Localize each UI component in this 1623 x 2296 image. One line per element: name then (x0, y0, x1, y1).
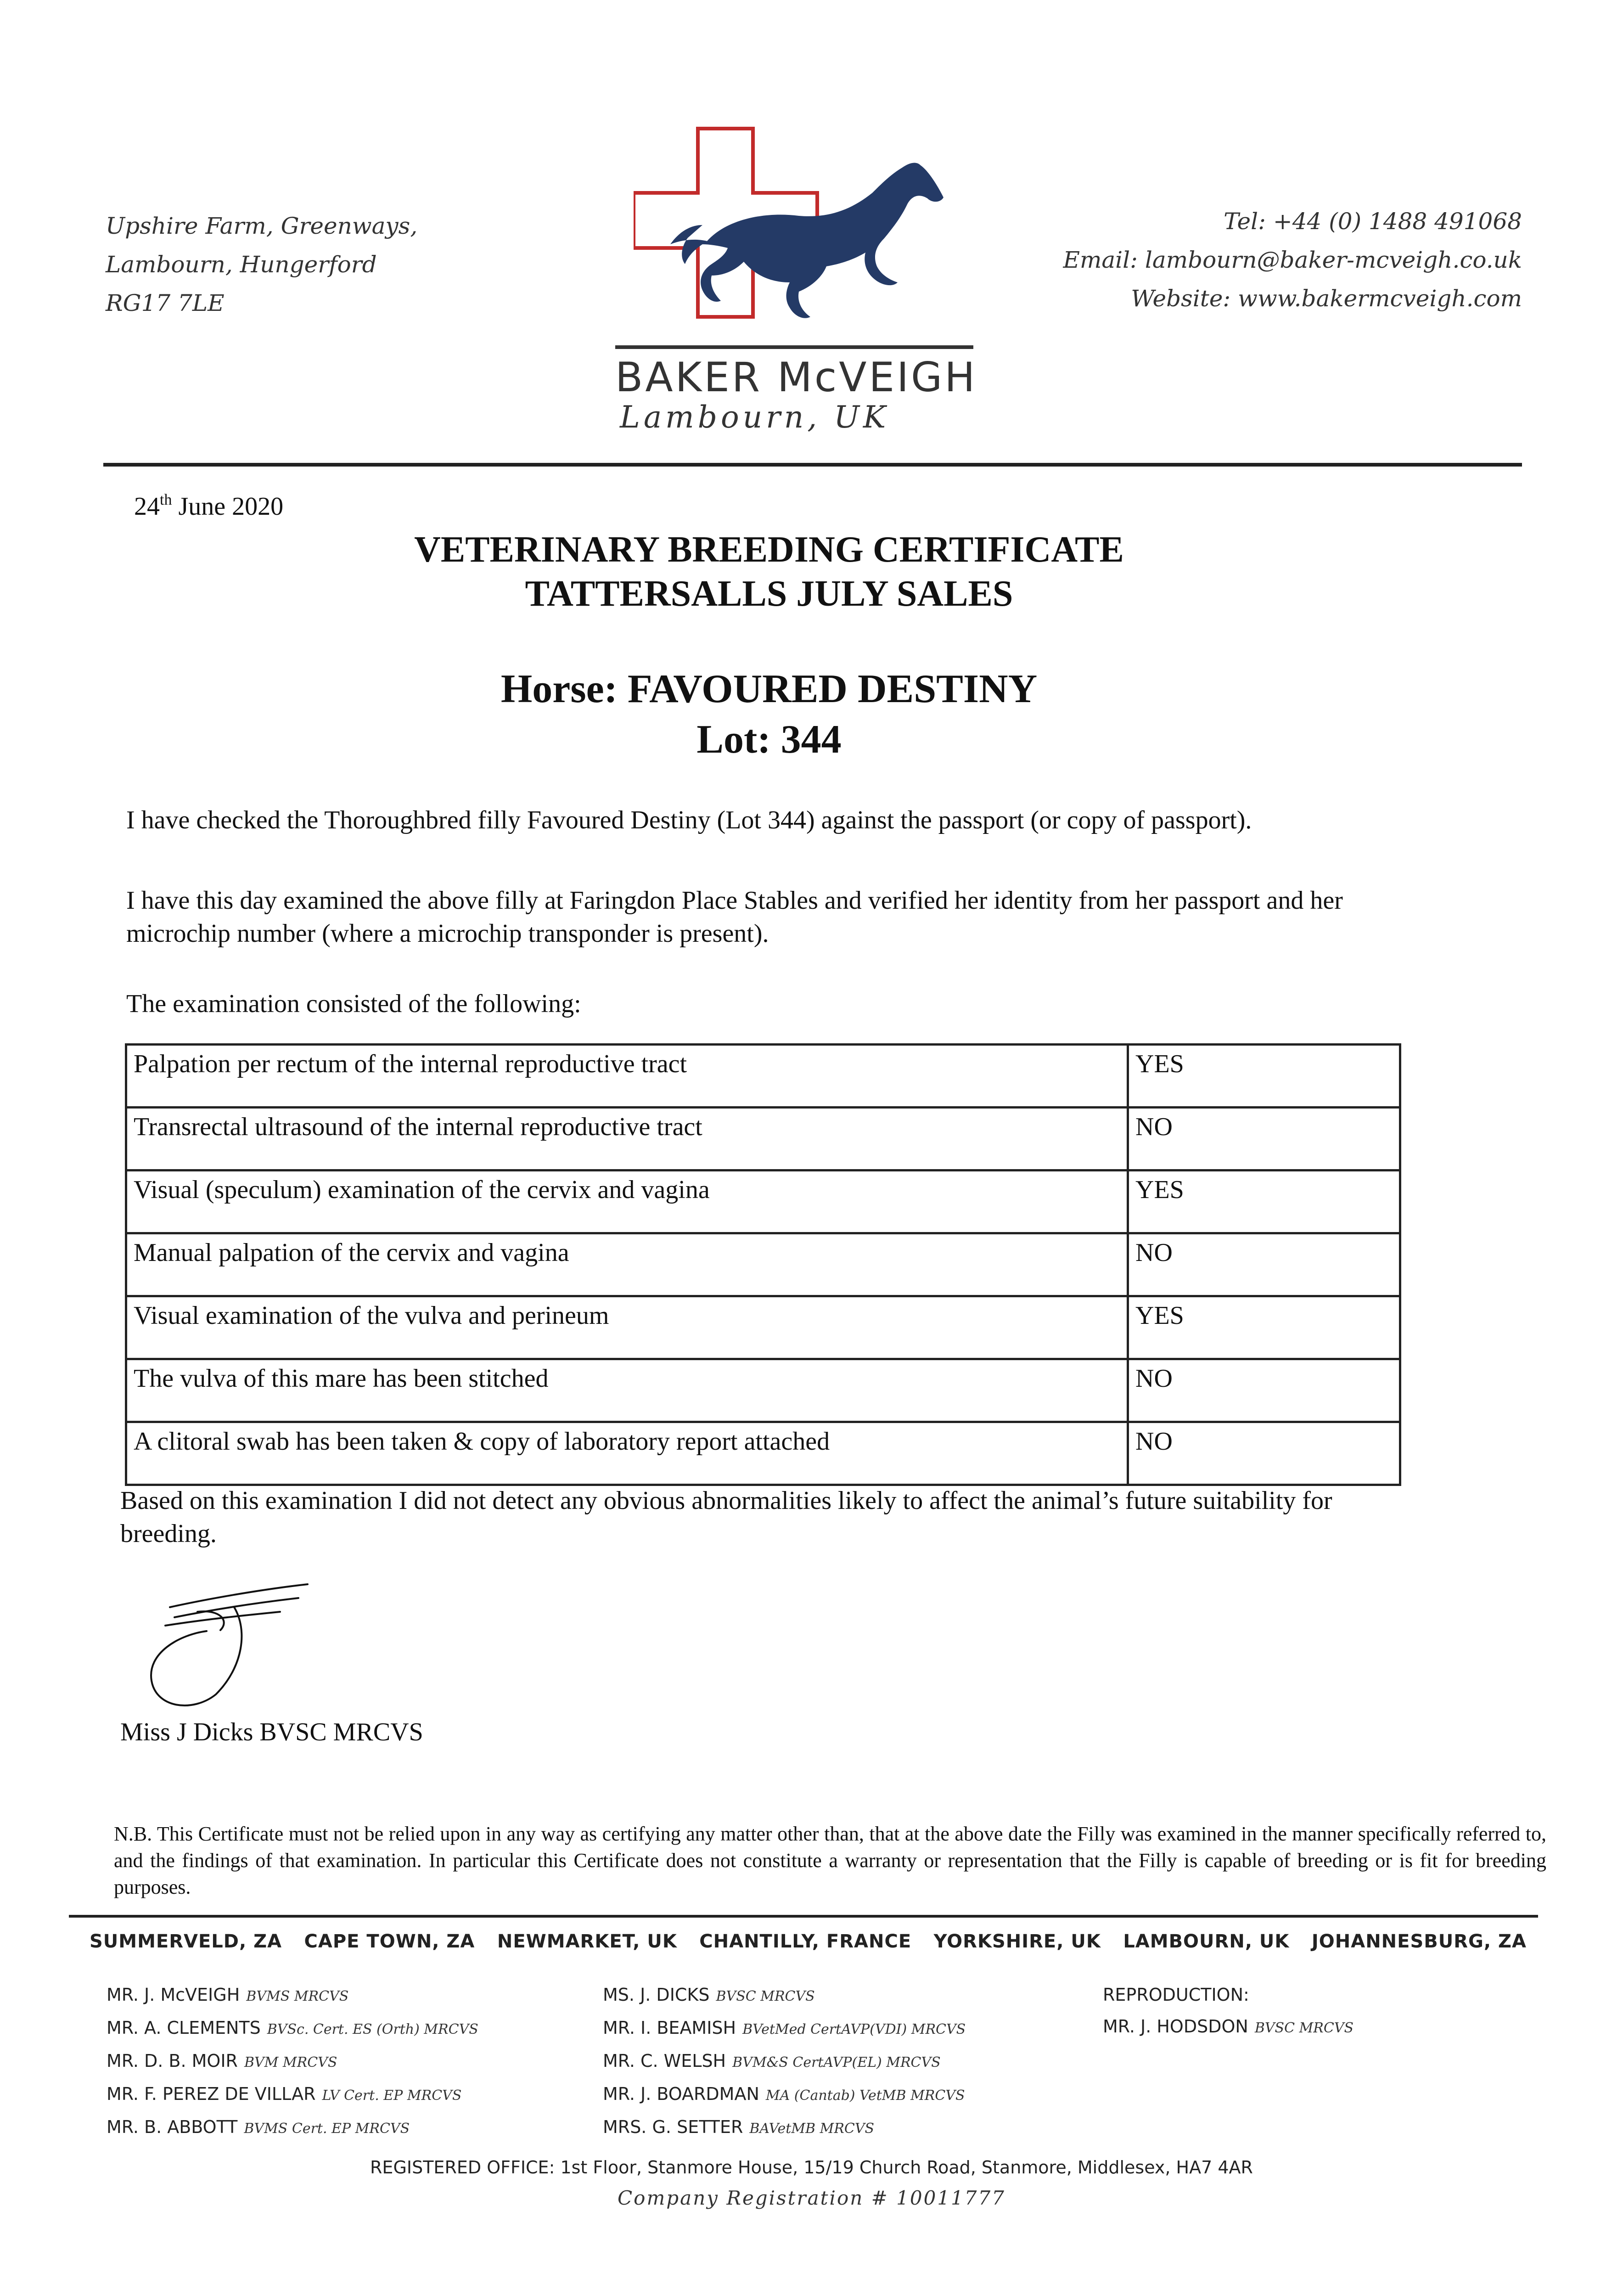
exam-item: The vulva of this mare has been stitched (126, 1359, 1128, 1422)
address-line: RG17 7LE (106, 290, 225, 316)
date-rest: June 2020 (172, 492, 284, 521)
staff-member (107, 2078, 478, 2111)
horse-name: Horse: FAVOURED DESTINY (500, 667, 1038, 711)
exam-item: Visual examination of the vulva and perineum (126, 1296, 1128, 1359)
table-row (126, 1359, 1400, 1422)
email: Email: lambourn@baker-mcveigh.co.uk (1063, 247, 1522, 273)
table-row (126, 1296, 1400, 1359)
date-day: 24 (134, 492, 160, 521)
staff-name: MR. J. McVEIGH (107, 1985, 240, 2005)
staff-name: MS. J. DICKS (603, 1985, 710, 2005)
staff-name: MR. J. BOARDMAN (603, 2084, 759, 2104)
staff-column-1 (107, 1979, 478, 2144)
exam-result: NO (1128, 1233, 1400, 1296)
examination-intro: The examination consisted of the following: (126, 990, 581, 1018)
staff-column-2 (603, 1979, 966, 2144)
staff-quals: BAVetMB MRCVS (749, 2121, 875, 2137)
reproduction-heading: REPRODUCTION: (1103, 1985, 1249, 2005)
staff-member (603, 2078, 966, 2111)
registered-office: REGISTERED OFFICE: 1st Floor, Stanmore House, 15/19 Church Road, Stanmore, Middlesex, HA7 4AR (370, 2157, 1253, 2178)
date-suffix: th (160, 491, 172, 508)
header-divider (103, 463, 1522, 467)
examination-table (125, 1043, 1401, 1486)
exam-result: NO (1128, 1108, 1400, 1171)
signature-mark (129, 1580, 321, 1713)
staff-member (107, 2045, 478, 2078)
staff-name: MRS. G. SETTER (603, 2117, 743, 2137)
brand-name: BAKER McVEIGH (615, 354, 977, 401)
address-block (106, 207, 417, 322)
lot-number: Lot: 344 (696, 717, 842, 762)
staff-quals: BVMS Cert. EP MRCVS (244, 2121, 410, 2137)
staff-quals: BVM MRCVS (244, 2054, 337, 2071)
staff-quals: BVetMed CertAVP(VDI) MRCVS (742, 2021, 966, 2037)
staff-quals: BVMS MRCVS (246, 1988, 349, 2004)
office-locations (90, 1931, 1527, 1952)
staff-name: MR. C. WELSH (603, 2051, 726, 2071)
staff-member (107, 2111, 478, 2144)
staff-name: MR. F. PEREZ DE VILLAR (107, 2084, 316, 2104)
location: CHANTILLY, FRANCE (699, 1931, 912, 1952)
passport-check-text: I have checked the Thoroughbred filly Favoured Destiny (Lot 344) against the passport (or copy of passport). (126, 806, 1252, 834)
staff-quals: BVM&S CertAVP(EL) MRCVS (732, 2054, 941, 2071)
signer-name: Miss J Dicks BVSC MRCVS (120, 1718, 423, 1746)
table-row (126, 1422, 1400, 1485)
contact-block (1017, 202, 1522, 318)
table-row (126, 1233, 1400, 1296)
certificate-date (134, 491, 283, 521)
staff-member (603, 2012, 966, 2045)
certificate-title: VETERINARY BREEDING CERTIFICATE (414, 529, 1124, 570)
table-row (126, 1108, 1400, 1171)
staff-name: MR. I. BEAMISH (603, 2018, 736, 2038)
exam-result: YES (1128, 1045, 1400, 1108)
exam-result: NO (1128, 1359, 1400, 1422)
galloping-horse-icon (670, 163, 943, 318)
disclaimer-note: N.B. This Certificate must not be relied upon in any way as certifying any matter other than, that at the above date the Filly was examined in the manner specifically referred to, and the findings of that examination. In particular this Certificate does not constitute a warranty or representation that the Filly is capable of breeding or is fit for breeding purposes. (114, 1823, 1546, 1898)
staff-column-3 (1103, 1979, 1353, 2044)
staff-member (107, 1979, 478, 2012)
exam-item: A clitoral swab has been taken & copy of laboratory report attached (126, 1422, 1128, 1485)
conclusion-text: Based on this examination I did not detect any obvious abnormalities likely to affect the animal’s future suitability for breeding. (120, 1486, 1332, 1548)
logo-underline (615, 345, 973, 349)
staff-quals: MA (Cantab) VetMB MRCVS (765, 2088, 965, 2104)
exam-item: Palpation per rectum of the internal reproductive tract (126, 1045, 1128, 1108)
location: NEWMARKET, UK (497, 1931, 677, 1952)
staff-quals: BVSC MRCVS (1254, 2020, 1354, 2036)
company-registration: Company Registration # 10011777 (618, 2187, 1005, 2209)
staff-name: MR. A. CLEMENTS (107, 2018, 261, 2038)
exam-result: NO (1128, 1422, 1400, 1485)
location: LAMBOURN, UK (1123, 1931, 1290, 1952)
exam-item: Transrectal ultrasound of the internal reproductive tract (126, 1108, 1128, 1171)
staff-member (107, 2012, 478, 2045)
identity-verification-text: I have this day examined the above filly at Faringdon Place Stables and verified her identity from her passport and her microchip number (where a microchip transponder is present). (126, 886, 1343, 948)
staff-name: MR. J. HODSDON (1103, 2016, 1248, 2037)
staff-member (1103, 2011, 1353, 2044)
table-row (126, 1045, 1400, 1108)
horse-cross-logo (634, 124, 983, 340)
staff-quals: BVSC MRCVS (716, 1988, 815, 2004)
location: YORKSHIRE, UK (933, 1931, 1101, 1952)
address-line: Upshire Farm, Greenways, (106, 213, 418, 239)
table-row (126, 1171, 1400, 1233)
location: CAPE TOWN, ZA (304, 1931, 475, 1952)
location: SUMMERVELD, ZA (90, 1931, 282, 1952)
exam-result: YES (1128, 1296, 1400, 1359)
footer-divider (69, 1915, 1538, 1918)
staff-name: MR. B. ABBOTT (107, 2117, 238, 2137)
sale-title: TATTERSALLS JULY SALES (525, 574, 1013, 614)
telephone: Tel: +44 (0) 1488 491068 (1224, 208, 1522, 235)
staff-quals: BVSc. Cert. ES (Orth) MRCVS (267, 2021, 478, 2037)
staff-name: MR. D. B. MOIR (107, 2051, 238, 2071)
exam-item: Manual palpation of the cervix and vagina (126, 1233, 1128, 1296)
brand-location: Lambourn, UK (620, 400, 890, 435)
address-line: Lambourn, Hungerford (106, 251, 377, 278)
staff-member (603, 2111, 966, 2144)
staff-member (603, 1979, 966, 2012)
staff-quals: LV Cert. EP MRCVS (322, 2088, 462, 2104)
location: JOHANNESBURG, ZA (1311, 1931, 1527, 1952)
exam-item: Visual (speculum) examination of the cervix and vagina (126, 1171, 1128, 1233)
exam-result: YES (1128, 1171, 1400, 1233)
website: Website: www.bakermcveigh.com (1131, 285, 1522, 312)
staff-member (603, 2045, 966, 2078)
